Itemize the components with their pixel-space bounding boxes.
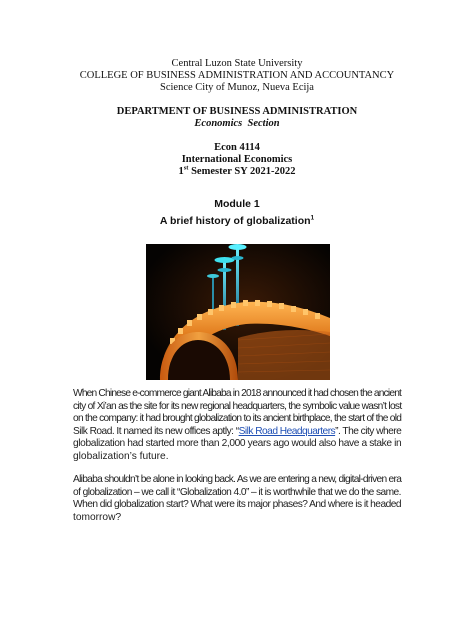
footnote-marker: 1 [310, 214, 315, 222]
p1-line-4-post: ”. The city where [335, 425, 402, 437]
semester-ordinal: st [183, 164, 189, 172]
p1-line-4 [73, 426, 401, 439]
p2-line-2: of globalization – we call it “Globalization 4.0” – it is worthwhile that we do the same. [73, 486, 401, 498]
semester-rest: Semester SY 2021-2022 [188, 166, 296, 177]
section-name: Economics Section [194, 118, 280, 129]
module-title [0, 215, 474, 227]
semester-number: 1 [178, 166, 184, 177]
paragraph-2 [73, 474, 401, 524]
p1-line-4-pre: Silk Road. It named its new offices aptly: “ [73, 425, 239, 437]
p1-line-6: globalization’s future. [73, 450, 169, 462]
p1-line-2: city of Xi’an as the site for its new regional headquarters, the symbolic value wasn’t lost [73, 400, 402, 412]
college-name: COLLEGE OF BUSINESS ADMINISTRATION AND ACCOUNTANCY [79, 70, 395, 81]
p1-line-5: globalization had started more than 2,000 years ago would also have a stake in [73, 438, 402, 450]
p2-line-4: tomorrow? [73, 511, 122, 523]
module-title-text: A brief history of globalization [159, 215, 311, 227]
course-title: International Economics [181, 154, 293, 165]
p1-line-1: When Chinese e-commerce giant Alibaba in 2018 announced it had chosen the ancient [73, 388, 402, 399]
university-name: Central Luzon State University [171, 58, 303, 69]
p2-line-3: When did globalization start? What were its major phases? And where is it headed [73, 499, 401, 511]
silk-road-headquarters-link[interactable]: Silk Road Headquarters [238, 425, 336, 437]
silk-road-headquarters-photo [146, 244, 330, 380]
p1-line-3: on the company: it had brought globalization to its ancient birthplace, the start of the old [73, 413, 402, 425]
campus-location: Science City of Munoz, Nueva Ecija [160, 82, 314, 93]
course-code: Econ 4114 [214, 142, 260, 153]
module-label: Module 1 [214, 198, 260, 210]
photo-illustration [146, 244, 330, 380]
paragraph-1 [73, 388, 401, 464]
semester-line [0, 166, 474, 178]
department-name: DEPARTMENT OF BUSINESS ADMINISTRATION [116, 106, 358, 117]
p2-line-1: Alibaba shouldn’t be alone in looking back. As we are entering a new, digital-driven era [73, 474, 402, 485]
